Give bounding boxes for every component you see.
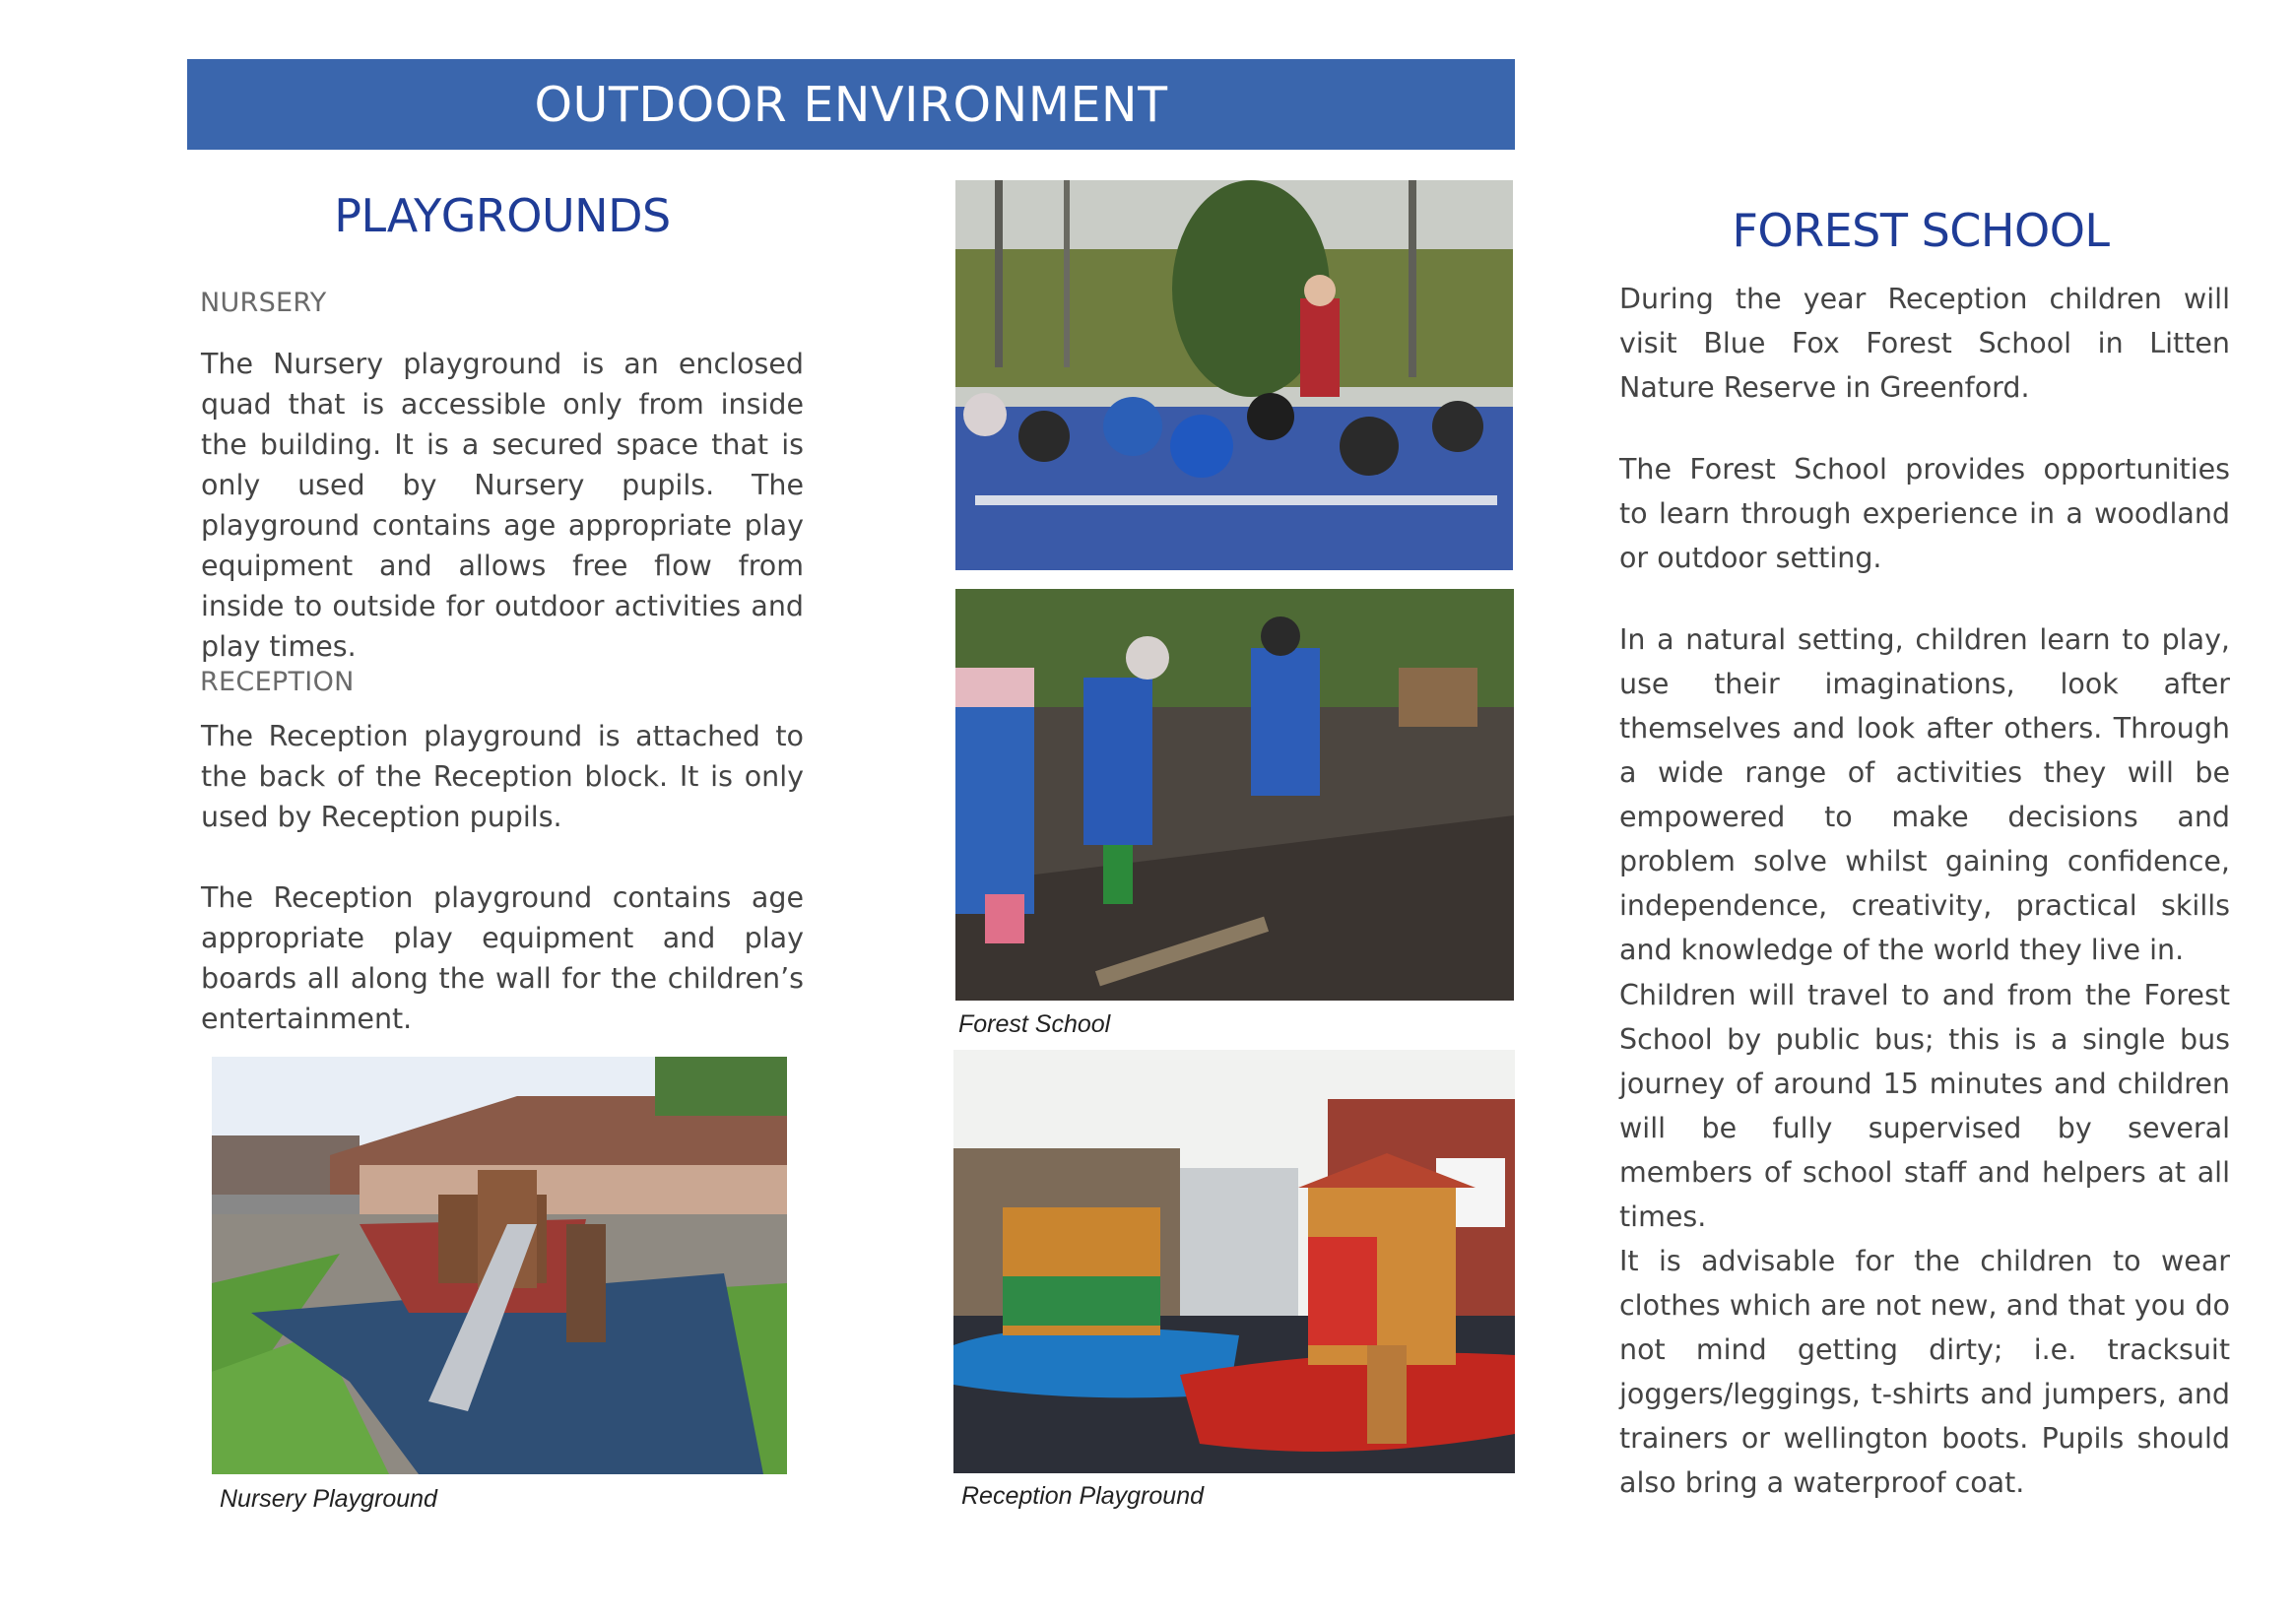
reception-paragraph-2: The Reception playground contains age appropriate play equipment and play boards all along the wall for the children’s entertainment. — [201, 881, 804, 1035]
nursery-subheading: NURSERY — [200, 288, 327, 318]
nursery-paragraph: The Nursery playground is an enclosed quad that is accessible only from inside the building. It is a secured space that is only used by Nursery pupils. The playground contains age appropriate play equipment and allows free flow from inside to outside for outdoor activities and play times. — [201, 348, 804, 663]
reception-playground-caption: Reception Playground — [961, 1482, 1204, 1510]
forest-school-paragraph-3: In a natural setting, children learn to play, use their imaginations, look after themselves and look after others. Through a wide range of activities they will be empowered to make decisions and problem solve whilst gaining confidence, independence, creativity, practical skills and knowledge of the world they live in. — [1619, 623, 2230, 966]
reception-paragraph-1: The Reception playground is attached to the back of the Reception block. It is only used by Reception pupils. — [201, 720, 804, 833]
forest-school-paragraph-5: It is advisable for the children to wear clothes which are not new, and that you do not mind getting dirty; i.e. tracksuit joggers/leggings, t-shirts and jumpers, and trainers or wellington boots. Pupils should also bring a waterproof coat. — [1619, 1245, 2230, 1499]
reception-subheading: RECEPTION — [200, 667, 355, 697]
nursery-playground-photo — [212, 1057, 787, 1474]
banner-title: OUTDOOR ENVIRONMENT — [534, 76, 1168, 133]
nursery-playground-caption: Nursery Playground — [220, 1485, 437, 1513]
forest-school-heading: FOREST SCHOOL — [1732, 204, 2110, 257]
forest-school-paragraph-2: The Forest School provides opportunities to learn through experience in a woodland or outdoor setting. — [1619, 453, 2230, 574]
playgrounds-heading: PLAYGROUNDS — [334, 189, 671, 242]
forest-school-paragraph-1: During the year Reception children will visit Blue Fox Forest School in Litten Nature Reserve in Greenford. — [1619, 283, 2230, 404]
forest-school-caption: Forest School — [958, 1010, 1111, 1038]
forest-school-paragraph-4: Children will travel to and from the Forest School by public bus; this is a single bus journey of around 15 minutes and children will be fully supervised by several members of school staff and helpers at all times. — [1619, 979, 2230, 1233]
reception-playground-photo — [953, 1050, 1515, 1473]
forest-school-photo-2 — [955, 589, 1514, 1001]
section-banner — [187, 59, 1515, 150]
forest-school-photo-1 — [955, 180, 1513, 570]
